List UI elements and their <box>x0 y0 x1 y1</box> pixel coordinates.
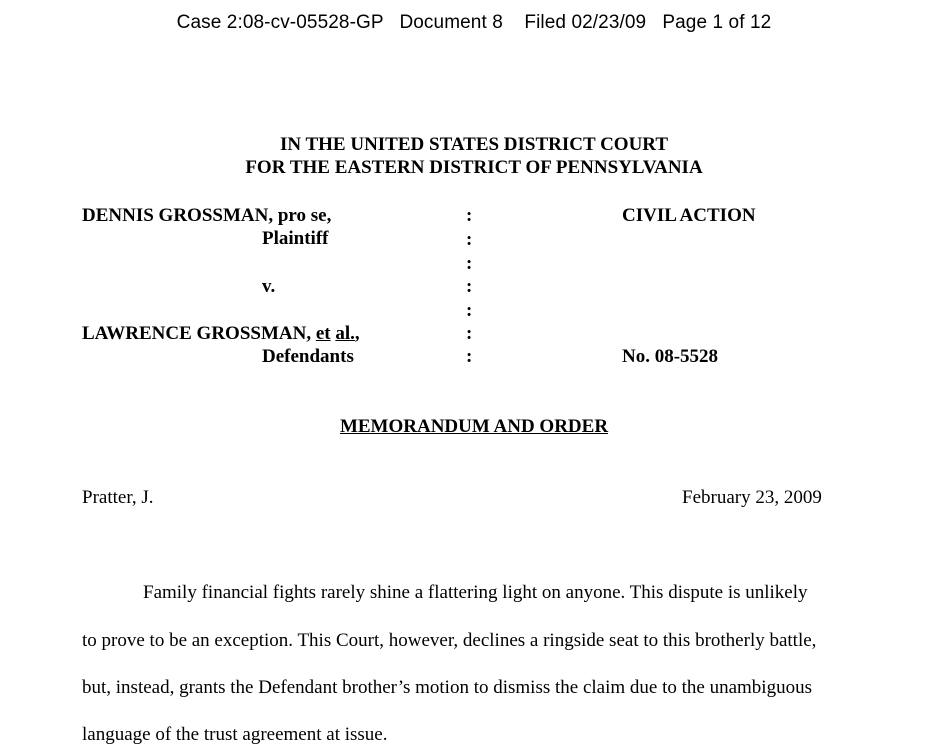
court-name-line-2: FOR THE EASTERN DISTRICT OF PENNSYLVANIA <box>245 157 703 178</box>
plaintiff-role: Plaintiff <box>262 228 329 249</box>
defendant-role: Defendants <box>262 346 354 367</box>
document-title: MEMORANDUM AND ORDER <box>339 416 609 437</box>
judge-name: Pratter, J. <box>82 487 154 508</box>
body-line: language of the trust agreement at issue. <box>82 724 388 745</box>
body-line: to prove to be an exception. This Court, however, declines a ringside seat to this brotherly battle, <box>82 630 817 651</box>
case-header-stamp: Case 2:08-cv-05528-GP Document 8 Filed 02/23/09 Page 1 of 12 <box>176 12 772 33</box>
caption-colon: : <box>466 300 473 321</box>
civil-action-label: CIVIL ACTION <box>622 205 756 226</box>
caption-colon: : <box>466 276 473 297</box>
caption-colon: : <box>466 323 473 344</box>
defendant-name: LAWRENCE GROSSMAN, et al., <box>82 323 360 344</box>
caption-colon: : <box>466 229 473 250</box>
court-name-line-1: IN THE UNITED STATES DISTRICT COURT <box>279 134 669 155</box>
case-number: No. 08-5528 <box>622 346 719 367</box>
caption-colon: : <box>466 346 473 367</box>
body-line: Family financial fights rarely shine a flattering light on anyone. This dispute is unlikely <box>143 582 808 603</box>
caption-colon: : <box>466 205 473 226</box>
caption-colon: : <box>466 253 473 274</box>
body-line: but, instead, grants the Defendant brother’s motion to dismiss the claim due to the unambiguous <box>82 677 812 698</box>
versus-label: v. <box>262 276 276 297</box>
plaintiff-name: DENNIS GROSSMAN, pro se, <box>82 205 332 226</box>
order-date: February 23, 2009 <box>682 487 822 508</box>
